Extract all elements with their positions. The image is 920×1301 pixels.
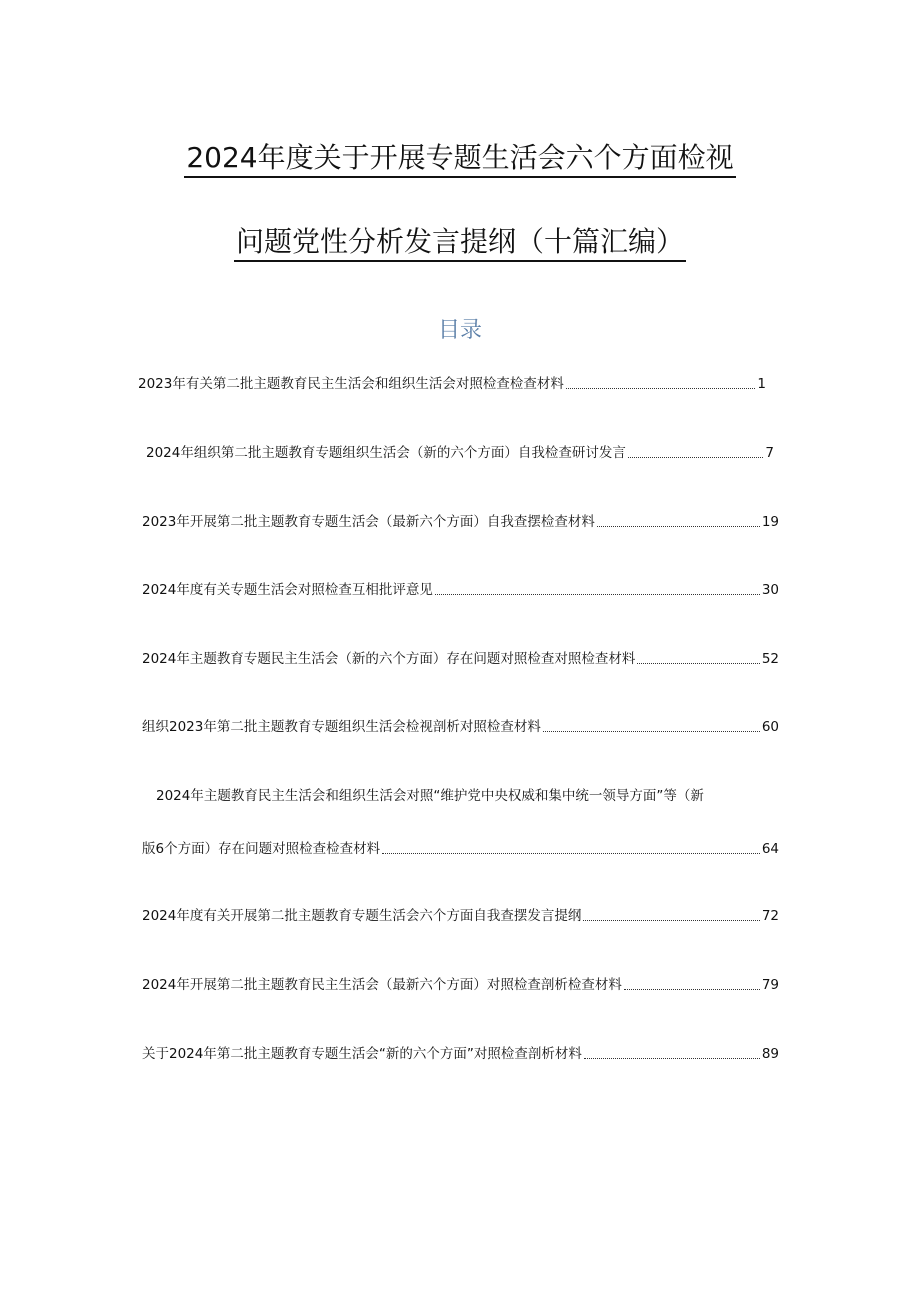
toc-entry-text: 版6个方面）存在问题对照检查检查材料 [142,841,381,857]
toc-entry[interactable] [142,975,779,995]
toc-entry-text: 2023年有关第二批主题教育民主生活会和组织生活会对照检查检查材料 [138,376,564,392]
toc-entry-text: 2024年开展第二批主题教育民主生活会（最新六个方面）对照检查剖析检查材料 [142,977,622,993]
toc-page-number: 1 [757,376,766,392]
toc-page-number: 19 [761,514,779,530]
toc-entry-text: 2024年度有关专题生活会对照检查互相批评意见 [142,582,433,598]
document-title-line-1 [0,140,920,178]
toc-entry[interactable] [142,512,779,532]
toc-entry[interactable] [142,649,779,669]
toc-entry[interactable] [138,374,766,394]
toc-leader-dots [628,444,764,458]
toc-leader-dots [435,581,760,595]
toc-page-number: 7 [765,445,774,461]
toc-page-number: 64 [761,841,779,857]
toc-page-number: 52 [761,651,779,667]
toc-entry-text: 2023年开展第二批主题教育专题生活会（最新六个方面）自我查摆检查材料 [142,514,595,530]
toc-entry[interactable] [142,906,779,926]
toc-page-number: 79 [761,977,779,993]
toc-page-number: 30 [761,582,779,598]
toc-page-number: 89 [761,1046,779,1062]
toc-leader-dots [624,976,760,990]
toc-leader-dots [583,907,759,921]
toc-entry[interactable] [142,1044,779,1064]
toc-leader-dots [597,513,760,527]
toc-entry[interactable] [142,717,779,737]
toc-leader-dots [584,1045,760,1059]
toc-entry-text: 关于2024年第二批主题教育专题生活会“新的六个方面”对照检查剖析材料 [142,1046,582,1062]
toc-entry[interactable] [146,443,774,463]
toc-entry[interactable] [142,839,779,859]
document-title-line-2 [0,224,920,262]
toc-entry-text: 2024年主题教育专题民主生活会（新的六个方面）存在问题对照检查对照检查材料 [142,651,636,667]
toc-heading: 目录 [437,318,482,343]
toc-page-number: 72 [761,908,779,924]
toc-page-number: 60 [761,719,779,735]
toc-leader-dots [566,375,756,389]
toc-entry-text: 组织2023年第二批主题教育专题组织生活会检视剖析对照检查材料 [142,719,541,735]
toc-entry-text: 2024年组织第二批主题教育专题组织生活会（新的六个方面）自我检查研讨发言 [146,445,626,461]
toc-entry[interactable] [142,580,779,600]
toc-entry-line-1[interactable]: 2024年主题教育民主生活会和组织生活会对照“维护党中央权威和集中统一领导方面”等（新 [156,788,704,804]
toc-leader-dots [637,650,759,664]
title-text-1: 2024年度关于开展专题生活会六个方面检视 [184,140,735,178]
title-text-2: 问题党性分析发言提纲（十篇汇编） [234,224,686,262]
toc-entry-text: 2024年度有关开展第二批主题教育专题生活会六个方面自我查摆发言提纲 [142,908,582,924]
toc-leader-dots [382,840,760,854]
toc-leader-dots [543,718,760,732]
